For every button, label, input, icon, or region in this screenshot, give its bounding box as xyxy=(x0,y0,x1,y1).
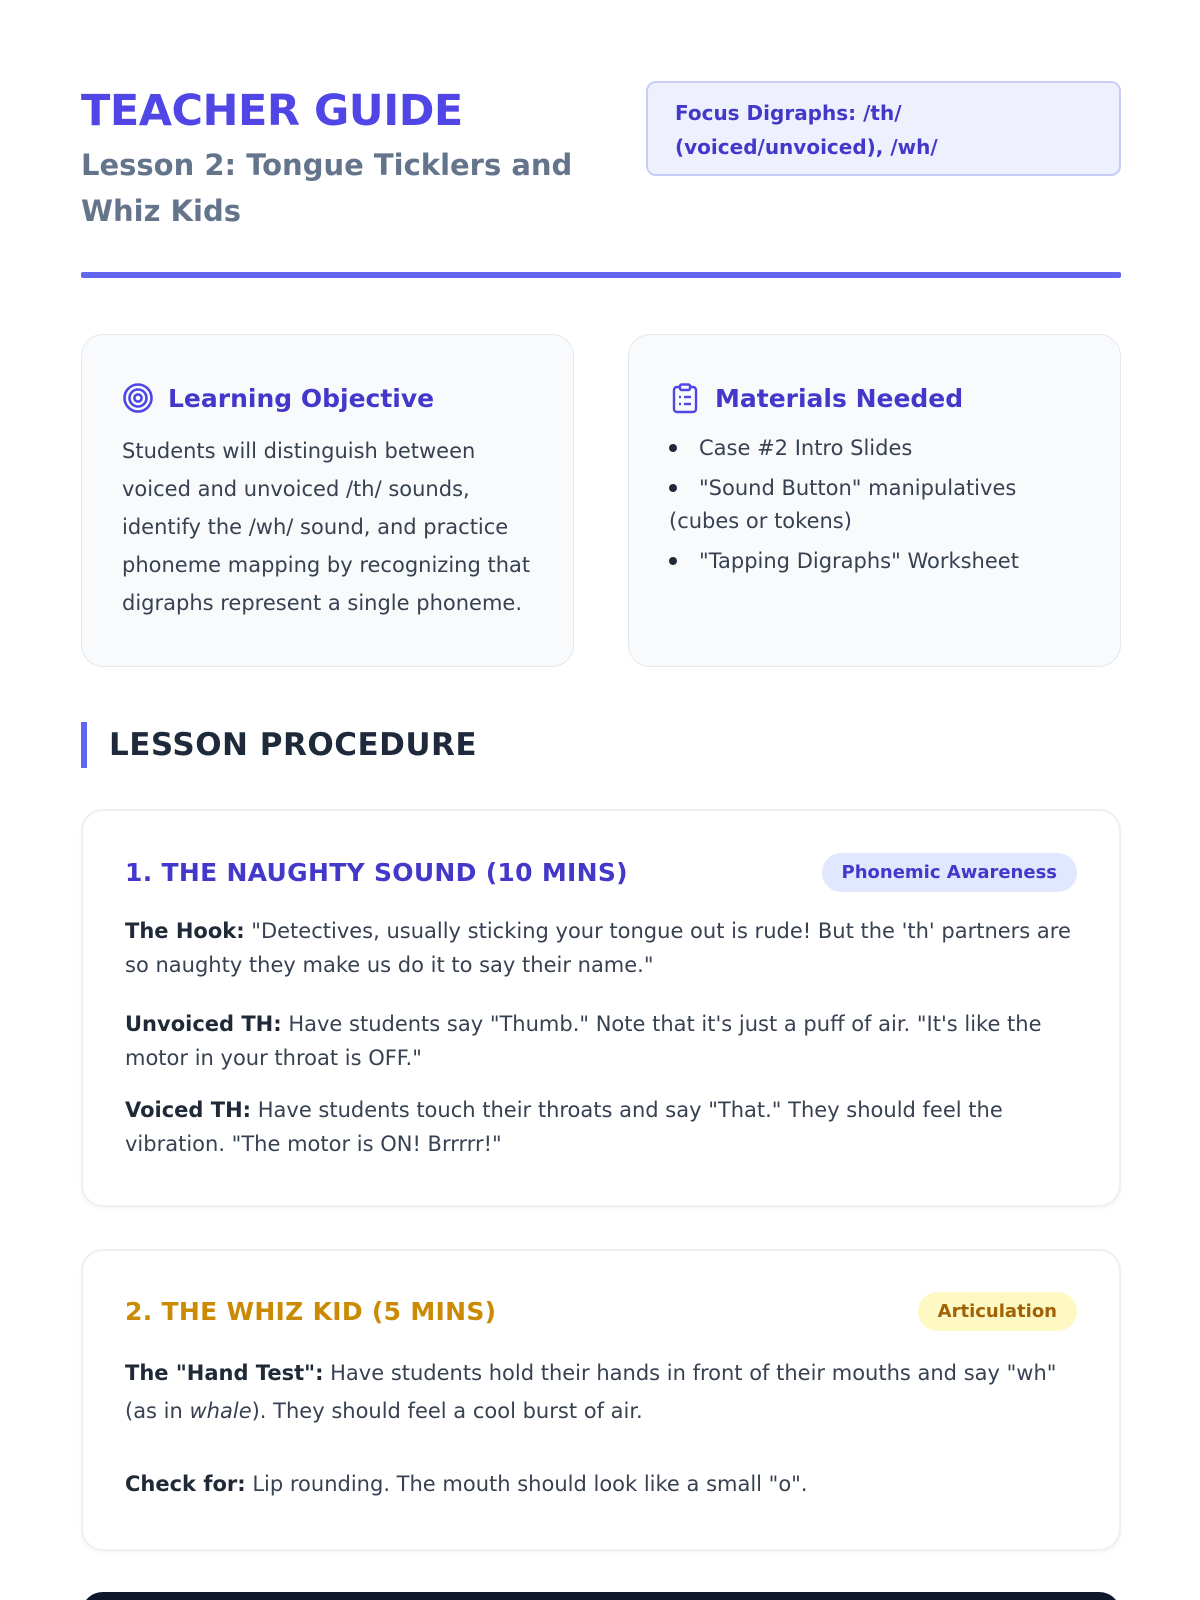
check-for-paragraph: Check for: Lip rounding. The mouth should look like a small "o". xyxy=(125,1472,808,1496)
page-title: TEACHER GUIDE xyxy=(81,86,463,136)
step-card-whiz-kid xyxy=(81,1249,1121,1551)
lesson-subtitle: Lesson 2: Tongue Ticklers and Whiz Kids xyxy=(81,148,573,228)
materials-heading xyxy=(669,379,1080,417)
unvoiced-th-paragraph: Unvoiced TH: Have students say "Thumb." Note that it's just a puff of air. "It's like the motor in your throat is OFF." xyxy=(125,1012,1042,1070)
section-title: LESSON PROCEDURE xyxy=(109,727,478,763)
step-header xyxy=(125,852,1077,892)
articulation-tag: Articulation xyxy=(918,1292,1077,1331)
hook-paragraph: The Hook: "Detectives, usually sticking your tongue out is rude! But the 'th' partners are so naughty they make us do it to say their name." xyxy=(125,919,1071,977)
list-item: "Tapping Digraphs" Worksheet xyxy=(636,545,1080,578)
objective-text: Students will distinguish between voiced and unvoiced /th/ sounds, identify the /wh/ sound, and practice phoneme mapping by recognizing that digraphs represent a single phoneme. xyxy=(122,439,531,615)
step-header xyxy=(125,1291,1077,1331)
hand-test-paragraph: The "Hand Test": Have students hold their hands in front of their mouths and say "wh" (as in whale). They should feel a cool burst of air. xyxy=(125,1361,1057,1423)
lesson-procedure-heading xyxy=(81,722,477,768)
focus-digraphs-badge: Focus Digraphs: /th/ (voiced/unvoiced), /wh/ xyxy=(646,81,1121,176)
step-title: 2. THE WHIZ KID (5 MINS) xyxy=(125,1296,497,1326)
learning-objective-card xyxy=(81,334,574,667)
phonemic-awareness-tag: Phonemic Awareness xyxy=(822,853,1078,892)
list-item: "Sound Button" manipulatives (cubes or tokens) xyxy=(669,476,1017,533)
objective-heading xyxy=(122,379,533,417)
list-item: Case #2 Intro Slides xyxy=(636,432,1080,465)
guide-header xyxy=(81,78,1121,282)
section-accent-bar xyxy=(81,722,87,768)
objective-title: Learning Objective xyxy=(168,383,435,413)
materials-list xyxy=(669,432,1080,578)
voiced-th-paragraph: Voiced TH: Have students touch their throats and say "That." They should feel the vibration. "The motor is ON! Brrrrr!" xyxy=(125,1098,1003,1156)
materials-card xyxy=(628,334,1121,667)
header-divider xyxy=(81,272,1121,278)
step-title: 1. THE NAUGHTY SOUND (10 MINS) xyxy=(125,857,628,887)
materials-title: Materials Needed xyxy=(715,383,964,413)
step-card-naughty-sound xyxy=(81,809,1121,1207)
clipboard-icon xyxy=(669,382,701,414)
target-icon xyxy=(122,382,154,414)
next-section-card-edge xyxy=(81,1592,1121,1600)
